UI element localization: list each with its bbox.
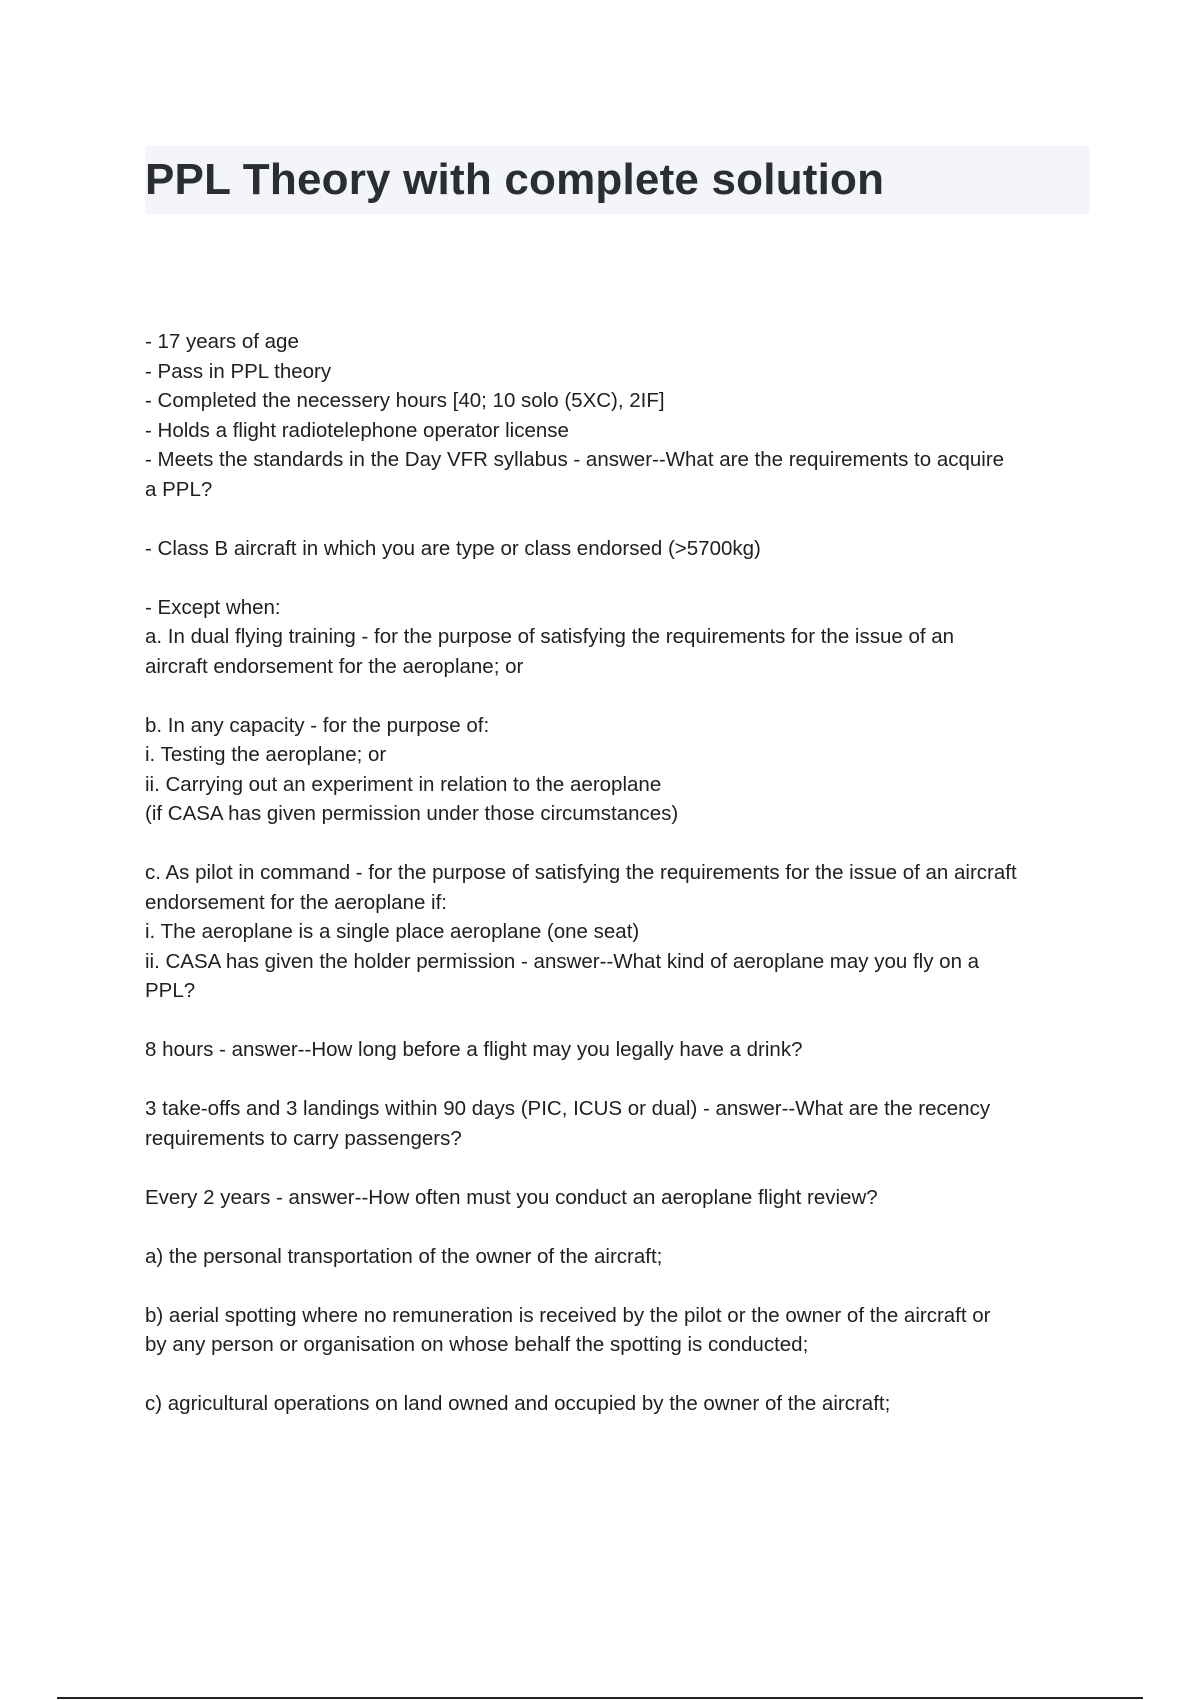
text-line: i. Testing the aeroplane; or	[145, 743, 387, 766]
text-line: a. In dual flying training - for the purpose of satisfying the requirements for the issue of an	[145, 625, 955, 648]
text-line: endorsement for the aeroplane if:	[145, 890, 447, 914]
paragraph-pilot-in-command	[145, 858, 1095, 1006]
text-line: - Completed the necessery hours [40; 10 solo (5XC), 2IF]	[145, 389, 665, 412]
text-line: - Holds a flight radiotelephone operator license	[145, 418, 569, 442]
text-line: PPL?	[145, 979, 196, 1002]
text-line: b. In any capacity - for the purpose of:	[145, 713, 490, 737]
text-line: a) the personal transportation of the owner of the aircraft;	[145, 1244, 663, 1268]
page-title: PPL Theory with complete solution	[145, 155, 885, 204]
footer-divider	[57, 1697, 1143, 1699]
text-line: ii. CASA has given the holder permission - answer--What kind of aeroplane may you fly on a	[145, 949, 980, 973]
text-line: requirements to carry passengers?	[145, 1126, 462, 1150]
text-line: c) agricultural operations on land owned and occupied by the owner of the aircraft;	[145, 1392, 891, 1415]
text-line: 8 hours - answer--How long before a flight may you legally have a drink?	[145, 1038, 803, 1061]
paragraph-drink-rule	[145, 1035, 1095, 1065]
paragraph-item-b	[145, 1301, 1095, 1360]
title-band	[145, 146, 1090, 214]
paragraph-any-capacity	[145, 711, 1095, 829]
text-line: - Except when:	[145, 595, 281, 619]
text-line: by any person or organisation on whose behalf the spotting is conducted;	[145, 1333, 809, 1356]
paragraph-class-b-aircraft	[145, 534, 1095, 564]
text-line: - 17 years of age	[145, 330, 299, 353]
paragraph-flight-review	[145, 1183, 1095, 1213]
text-line: (if CASA has given permission under those circumstances)	[145, 802, 679, 825]
paragraph-item-c	[145, 1389, 1095, 1419]
text-line: a PPL?	[145, 477, 213, 501]
text-line: - Meets the standards in the Day VFR syllabus - answer--What are the requirements to acquire	[145, 448, 1005, 471]
text-line: 3 take-offs and 3 landings within 90 days (PIC, ICUS or dual) - answer--What are the recency	[145, 1097, 991, 1120]
text-line: b) aerial spotting where no remuneration is received by the pilot or the owner of the aircraft or	[145, 1303, 991, 1327]
paragraph-except-when	[145, 593, 1095, 682]
text-line: ii. Carrying out an experiment in relation to the aeroplane	[145, 772, 662, 796]
text-line: Every 2 years - answer--How often must you conduct an aeroplane flight review?	[145, 1185, 878, 1209]
paragraph-item-a	[145, 1242, 1095, 1272]
text-line: aircraft endorsement for the aeroplane; or	[145, 654, 524, 678]
text-line: - Class B aircraft in which you are type or class endorsed (>5700kg)	[145, 536, 761, 560]
document-body	[145, 327, 1095, 1448]
text-line: c. As pilot in command - for the purpose of satisfying the requirements for the issue of an aircraft	[145, 861, 1017, 884]
text-line: i. The aeroplane is a single place aeroplane (one seat)	[145, 920, 640, 943]
paragraph-recency	[145, 1094, 1095, 1153]
paragraph-ppl-requirements	[145, 327, 1095, 504]
text-line: - Pass in PPL theory	[145, 359, 332, 383]
